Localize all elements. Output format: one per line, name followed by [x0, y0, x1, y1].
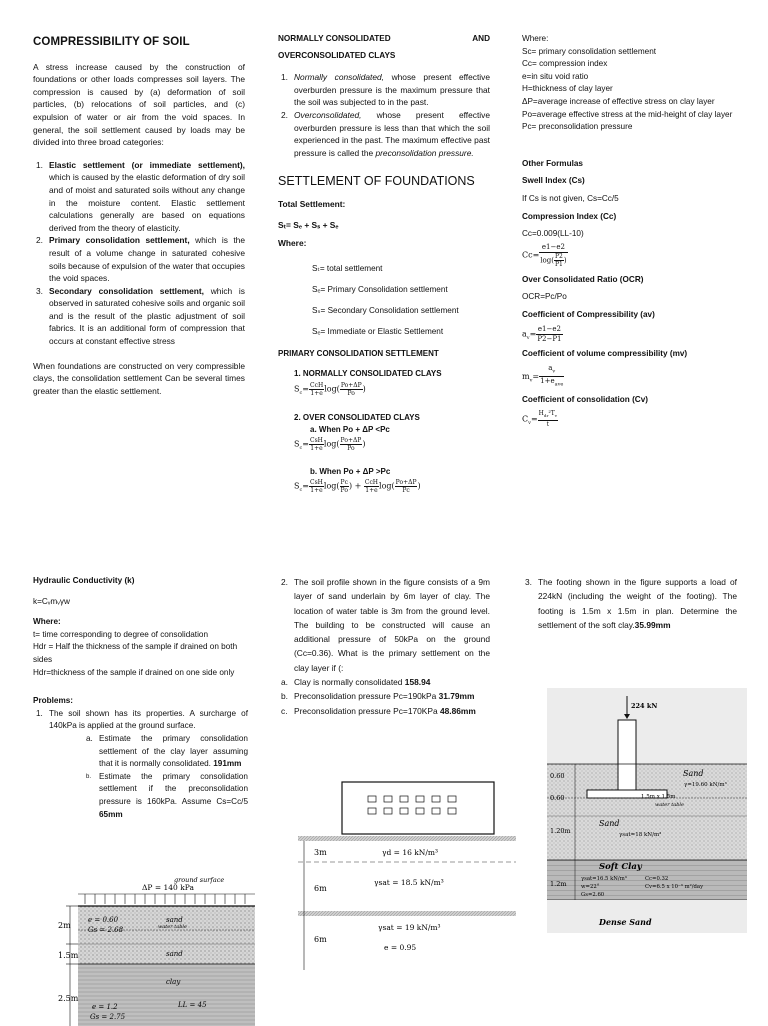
- unit-weight-label: γ=19.60 kN/m³: [684, 782, 727, 788]
- depth-label: 2.5m: [58, 994, 79, 1003]
- compression-index-label: Cc=0.32: [645, 876, 669, 882]
- definition: Sₑ= Primary Consolidation settlement: [312, 284, 448, 294]
- definition: Sₛ= Secondary Consolidation settlement: [312, 305, 459, 315]
- av-formula: $a_v=$ $\frac{e1-e2}{P2-P1}$: [522, 324, 562, 343]
- nc-formula: $S_c=$ $\frac{\text{CcH}}{1+e}$ log( $\frac{Po+\Delta P}{Po}$ ): [294, 381, 366, 397]
- nc-oc-heading-line2: OVERCONSOLIDATED CLAYS: [278, 50, 396, 60]
- depth-label: 1.20m: [550, 827, 571, 835]
- cc-void-ratio-formula: Cc= e1−e2 log( $\frac{P2}{P1}$ ): [522, 242, 567, 268]
- void-ratio-label: e = 0.95: [384, 943, 417, 952]
- clay-label: clay: [166, 978, 181, 986]
- column-problem-3: [522, 575, 737, 632]
- section-title-compressibility: COMPRESSIBILITY OF SOIL: [33, 36, 190, 48]
- where-label: Where:: [278, 238, 307, 249]
- column-formulas: [522, 33, 747, 430]
- primary-consolidation-heading: PRIMARY CONSOLIDATION SETTLEMENT: [278, 348, 439, 358]
- depth-label: 3m: [314, 848, 327, 857]
- water-table-label: water table: [655, 802, 684, 808]
- problem-1b: b. Estimate the primary consolidation settlement if the preconsolidation pressure is 160kPa. Assume Cs=Cc/5 65mm: [86, 771, 248, 819]
- definition: Hdr = Half the thickness of the sample if drained on both sides: [33, 642, 238, 664]
- ocr-formula: OCR=Pc/Po: [522, 292, 567, 302]
- definition: H=thickness of clay layer: [522, 84, 613, 94]
- problem-3: 3. The footing shown in the figure supports a load of 224kN (including the weight of the footing). The footing is 1.5m x 1.5m in plan. Determine the settlement of the soft clay.35.99mm: [525, 577, 737, 630]
- hydraulic-conductivity-heading: Hydraulic Conductivity (k): [33, 576, 135, 585]
- footing-size-label: 1.5m x 1.5m: [641, 794, 676, 800]
- problems-heading: Problems:: [33, 696, 74, 706]
- definition: Sc= primary consolidation settlement: [522, 46, 657, 56]
- nc-oc-list: [278, 71, 490, 159]
- swell-index-note: If Cs is not given, Cs=Cc/5: [522, 193, 619, 203]
- compression-index-heading: Compression Index (Cc): [522, 211, 617, 221]
- compression-index-formula: Cc=0.009(LL-10): [522, 229, 584, 239]
- soft-clay-label: Soft Clay: [599, 862, 642, 872]
- other-formulas-heading: Other Formulas: [522, 158, 583, 168]
- settlement-categories-list: [33, 159, 245, 348]
- nc-block: [278, 368, 490, 496]
- definition: Cc= compression index: [522, 59, 608, 69]
- intro-paragraph: A stress increase caused by the construction of foundations or other loads compresses soil layers. The compression is caused by (a) deformation of soil particles, (b) relocations of soil particles, and (c) expulsion of water or air from the void spaces. In general, the soil settlement caused by loads may be divided into three broad categories:: [33, 61, 245, 148]
- oc-formula-a: $S_c=$ $\frac{\text{CsH}}{1+e}$ log( $\frac{Po+\Delta P}{Po}$ ): [294, 436, 366, 452]
- mv-heading: Coefficient of volume compressibility (mv): [522, 349, 688, 359]
- water-content-label: w=22°: [581, 884, 600, 890]
- depth-label: 1.5m: [58, 951, 79, 960]
- dense-sand-label: Dense Sand: [599, 917, 652, 927]
- list-item: 3. Secondary consolidation settlement, which is observed in saturated cohesive soils and organic soil and is the result of the plastic adjustment of soil fabrics. It is an additional form of compression that occurs at constant effective stress: [36, 285, 245, 347]
- specific-gravity-label: Gs=2.60: [581, 892, 605, 898]
- list-item: 2. Overconsolidated, whose present effective overburden pressure is less than that which the soil experienced in the past. The maximum effective past pressure is called the preconsolidation pressure.: [281, 109, 490, 158]
- water-table-label: water table: [158, 924, 187, 930]
- definition: Sₑ= Immediate or Elastic Settlement: [312, 326, 444, 336]
- list-item: 1. Normally consolidated, whose present effective overburden pressure is the maximum pressure that the soil was subjected to in the past.: [281, 72, 490, 108]
- where-label: Where:: [522, 34, 549, 43]
- depth-label: 6m: [314, 935, 327, 944]
- problem-1: 1. The soil shown has its properties. A surcharge of 140kPa is applied at the ground surface.: [36, 708, 248, 731]
- depth-label: 0.60: [550, 794, 565, 802]
- settlement-foundations-title: SETTLEMENT OF FOUNDATIONS: [278, 174, 475, 189]
- depth-label: 6m: [314, 884, 327, 893]
- problem-2a: a. Clay is normally consolidated 158.94: [281, 677, 431, 688]
- consolidation-coefficient-label: Cv=6.5 x 10⁻³ m²/day: [645, 884, 704, 890]
- soil-profile-figure-2: [290, 770, 516, 985]
- definition: Po=average effective stress at the mid-height of clay layer: [522, 109, 733, 119]
- definition: e=in situ void ratio: [522, 71, 589, 81]
- sand-label: sand: [166, 950, 183, 958]
- oc-case-a: a. When Po + ΔP <Pc: [310, 425, 390, 435]
- surcharge-arrows: [78, 894, 255, 904]
- sand-layer-lower: [547, 816, 747, 860]
- closing-paragraph: When foundations are constructed on very compressible clays, the consolidation settlement Can be several times greater than the elastic settlement.: [33, 360, 245, 396]
- hydraulic-conductivity-formula: k=Cᵥmᵥγw: [33, 596, 70, 606]
- variable-definitions: [522, 46, 747, 134]
- sand-label: Sand: [599, 819, 620, 828]
- definition: ΔP=average increase of effective stress on clay layer: [522, 96, 715, 106]
- total-settlement-label: Total Settlement:: [278, 198, 346, 209]
- unit-weight-label: γsat = 18.5 kN/m³: [374, 878, 444, 887]
- footing-column: [618, 720, 636, 790]
- swell-index-heading: Swell Index (Cs): [522, 176, 585, 186]
- void-ratio-label: e = 0.60: [88, 916, 119, 924]
- list-item: 2. Primary consolidation settlement, which is the result of a volume change in saturated cohesive soils because of expulsion of the water that occupies the void spaces.: [36, 235, 245, 284]
- surcharge-label: ΔP = 140 kPa: [142, 883, 194, 892]
- problem-2b: b. Preconsolidation pressure Pc=190kPa 31.79mm: [281, 691, 475, 702]
- problem-2: 2. The soil profile shown in the figure consists of a 9m layer of sand underlain by 6m layer of clay. The location of water table is 3m from the ground level. The building to be constructed will cause an additional pressure of 50kPa on the ground (Cc=0.36). What is the primary settlement on the clay layer if (:: [281, 577, 490, 673]
- total-settlement-formula: Sₜ= Sₑ + Sₛ + Sₑ: [278, 219, 339, 230]
- sand-clay-interface: [298, 911, 516, 916]
- column-hydraulic: [33, 575, 248, 821]
- nc-oc-heading: NORMALLY CONSOLIDATED AND: [278, 34, 490, 43]
- unit-weight-label: γd = 16 kN/m³: [382, 848, 439, 857]
- problem-1a: a. Estimate the primary consolidation settlement of the clay layer assuming that it is normally consolidated. 191mm: [86, 733, 248, 769]
- list-item: 1. Elastic settlement (or immediate settlement), which is caused by the elastic deformation of dry soil and of moist and saturated soils without any change in the moisture content. Elastic settlement calculations generally are based on equations derived from the theory of elasticity.: [36, 159, 245, 233]
- settlement-definitions: [278, 258, 490, 342]
- soil-profile-figure-1: [40, 866, 255, 1026]
- depth-label: 1.2m: [550, 880, 567, 888]
- where-label: Where:: [33, 617, 61, 627]
- load-label: 224 kN: [631, 702, 658, 710]
- column-consolidation: [278, 33, 490, 497]
- cv-heading: Coefficient of consolidation (Cv): [522, 394, 648, 404]
- definition: t= time corresponding to degree of consolidation: [33, 629, 209, 639]
- definition: Hdr=thickness of the sample if drained on one side only: [33, 667, 235, 677]
- specific-gravity-label: Gs = 2.75: [90, 1013, 126, 1021]
- oc-formula-b: $S_c=$ $\frac{\text{CsH}}{1+e}$ log( $\frac{Pc}{Po}$ ) + $\frac{\text{CcH}}{1+e}$ log( $\frac{Po+\Delta P}{Pc}$ ): [294, 479, 421, 495]
- ground-surface: [298, 836, 516, 841]
- mv-formula: $m_v=$ $\frac{a_v}{1+e_{ave}}$: [522, 363, 564, 388]
- definition: Pc= preconsolidation pressure: [522, 122, 633, 132]
- liquid-limit-label: LL = 45: [178, 1001, 207, 1009]
- oc-heading: 2. OVER CONSOLIDATED CLAYS: [294, 412, 420, 422]
- av-heading: Coefficient of Compressibility (av): [522, 309, 655, 319]
- nc-heading: 1. NORMALLY CONSOLIDATED CLAYS: [294, 369, 442, 379]
- cv-formula: $C_v=$ $\frac{H_{dr}^2T_v}{t}$: [522, 410, 558, 429]
- unit-weight-label: γsat=16.5 kN/m³: [581, 876, 627, 882]
- unit-weight-label: γsat=18 kN/m³: [619, 832, 662, 838]
- problem-2c: c. Preconsolidation pressure Pc=170KPa 48.86mm: [281, 705, 476, 716]
- sand-label: sand: [166, 916, 183, 924]
- sand-label: Sand: [683, 769, 704, 778]
- oc-case-b: b. When Po + ΔP >Pc: [310, 467, 391, 477]
- column-compressibility: [33, 36, 245, 397]
- depth-label: 0.60: [550, 772, 565, 780]
- unit-weight-label: γsat = 19 kN/m³: [378, 923, 441, 932]
- ground-surface-label: ground surface: [174, 876, 225, 884]
- footing-figure-3: [547, 688, 747, 933]
- depth-label: 2m: [58, 921, 71, 930]
- ocr-heading: Over Consolidated Ratio (OCR): [522, 274, 644, 284]
- specific-gravity-label: Gs = 2.68: [88, 926, 124, 934]
- definition: Sₜ= total settlement: [312, 263, 383, 273]
- column-problem-2: [278, 575, 490, 718]
- void-ratio-label: e = 1.2: [92, 1003, 118, 1011]
